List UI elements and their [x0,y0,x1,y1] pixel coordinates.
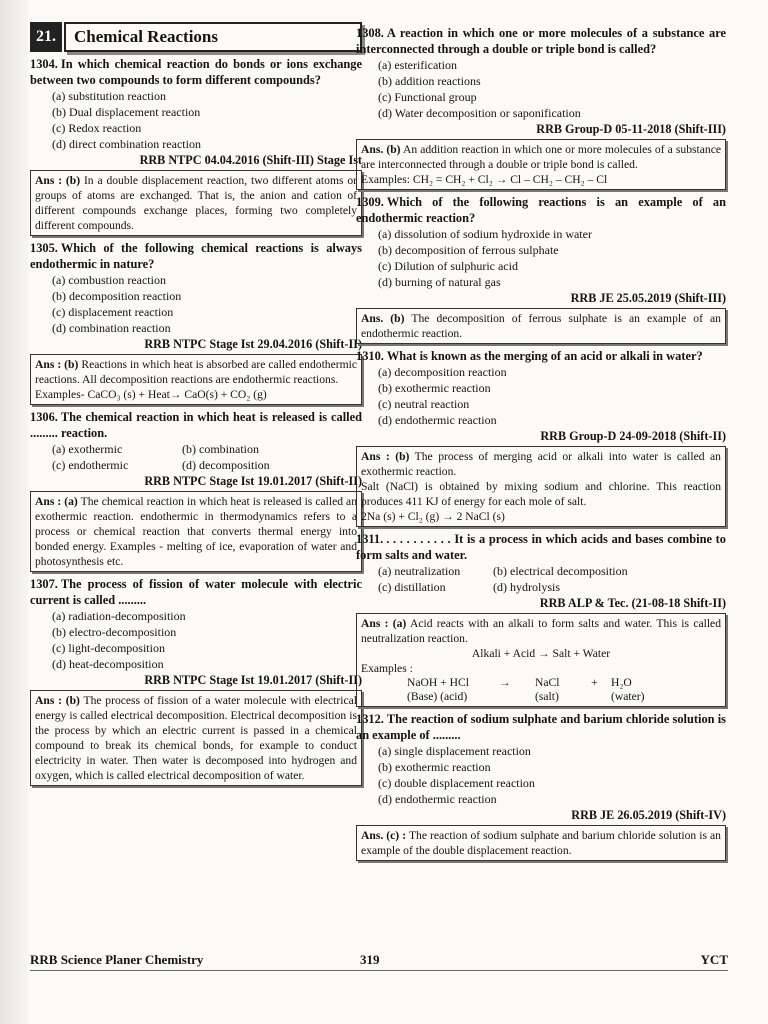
option: (c) neutral reaction [378,397,470,411]
answer-box-1305 [30,354,362,405]
table-cell: (salt) [535,690,559,703]
option: (d) heat-decomposition [52,657,164,671]
option: (c) Redox reaction [52,121,142,135]
publisher-name: YCT [700,952,728,967]
option: (d) endothermic reaction [378,792,497,806]
question-text: In which chemical reaction do bonds or ions exchange between two compounds to form different compounds? [30,57,362,87]
option: (b) exothermic reaction [378,381,491,395]
option: (b) electrical decomposition [493,564,628,578]
option: (b) exothermic reaction [378,760,491,774]
exam-source: RRB Group-D 24-09-2018 (Shift-II) [540,429,726,443]
answer-box-1309 [356,308,726,344]
question-text: The process of fission of water molecule with electric current is called ......... [30,577,362,607]
option: (a) dissolution of sodium hydroxide in water [378,227,592,241]
question-number: 1304. [30,57,58,71]
answer-extra: Salt (NaCl) is obtained by mixing sodium and chlorine. This reaction produces 411 KJ of energy for each mole of salt. [361,480,721,508]
option: (d) combination reaction [52,321,171,335]
chapter-title: Chemical Reactions [64,22,362,52]
options-1308 [356,57,726,121]
option: (a) single displacement reaction [378,744,531,758]
answer-text: Reactions in which heat is absorbed are called endothermic reactions. All decomposition reactions are endothermic reactions. [35,358,357,386]
exam-source: RRB JE 26.05.2019 (Shift-IV) [571,808,726,822]
question-1307 [30,576,362,608]
exam-source: RRB NTPC 04.04.2016 (Shift-III) Stage Ist [139,153,362,167]
answer-label: Ans. (c) : [361,829,407,842]
question-number: 1312. [356,712,384,726]
question-1304 [30,56,362,88]
options-1312 [356,743,726,807]
option: (b) Dual displacement reaction [52,105,201,119]
question-1309 [356,194,726,226]
question-text: The reaction of sodium sulphate and barium chloride solution is an example of ......... [356,712,726,742]
option: (b) decomposition of ferrous sulphate [378,243,559,257]
exam-source: RRB NTPC Stage Ist 19.01.2017 (Shift-II) [144,673,362,687]
answer-text: The decomposition of ferrous sulphate is an example of an endothermic reaction. [361,312,721,340]
question-number: 1307. [30,577,58,591]
table-cell: → [499,676,511,689]
option: (c) double displacement reaction [378,776,535,790]
option: (c) Dilution of sulphuric acid [378,259,518,273]
example-equation: Examples- CaCO₃ (s) + Heat→ CaO(s) + CO₂ (g) [35,388,267,401]
chapter-number: 21. [30,22,62,52]
options-1305 [30,272,362,336]
option: (a) decomposition reaction [378,365,507,379]
question-number: 1311. [356,532,384,546]
answer-label: Ans : (b) [35,694,80,707]
option: (a) exothermic [52,442,123,456]
chapter-header [30,22,362,52]
table-cell: + [591,676,598,689]
question-text: Which of the following reactions is an example of an endothermic reaction? [356,195,726,225]
word-equation: Alkali + Acid → Salt + Water [471,647,611,660]
book-title: RRB Science Planer Chemistry [30,952,204,967]
page-gutter [0,0,28,1024]
example-equation: 2Na (s) + Cl₂ (g) → 2 NaCl (s) [361,510,505,523]
question-text: The chemical reaction in which heat is released is called ......... reaction. [30,410,362,440]
option: (c) light-decomposition [52,641,165,655]
option: (d) Water decomposition or saponification [378,106,581,120]
answer-box-1307 [30,690,362,786]
answer-text: The process of merging acid or alkali into water is called an exothermic reaction. [361,450,721,478]
options-1310 [356,364,726,428]
option: (a) substitution reaction [52,89,166,103]
table-cell [591,690,611,704]
option: (d) direct combination reaction [52,137,201,151]
answer-box-1311 [356,613,726,707]
question-number: 1309. [356,195,384,209]
exam-source: RRB NTPC Stage Ist 19.01.2017 (Shift-II) [144,474,362,488]
option: (c) displacement reaction [52,305,174,319]
question-1311 [356,531,726,563]
answer-text: An addition reaction in which one or more molecules of a substance are interconnected through a double or triple bond is called. [361,143,721,171]
page-number: 319 [360,952,380,967]
answer-label: Ans. (b) [361,143,401,156]
question-text: Which of the following chemical reactions is always endothermic in nature? [30,241,362,271]
answer-text: The process of fission of a water molecule with electrical energy is called electrical decomposition. Electrical decomposition is the process by which an electric current is passed in a chemical compound to break its chemical bonds, for example to conduct electricity in water. Then water is decomposed into hydrogen and oxygen, which is called electrical decomposition of water. [35,694,357,782]
answer-text: In a double displacement reaction, two different atoms or groups of atoms are exchanged. That is, the anion and cation of different compounds exchange places, forming two completely different compounds. [35,174,357,232]
option: (d) endothermic reaction [378,413,497,427]
table-cell: (water) [611,690,645,703]
answer-box-1312 [356,825,726,861]
page-footer [30,952,728,972]
answer-text: The chemical reaction in which heat is released is called an exothermic reaction. endothermic in thermodynamics refers to a process or chemical reaction that converts thermal energy into bonded energy. Examples - melting of ice, evaporation of water and photosynthesis etc. [35,495,358,568]
exam-source: RRB NTPC Stage Ist 29.04.2016 (Shift-II) [144,337,362,351]
option: (a) combustion reaction [52,273,166,287]
example-reaction-table [361,676,721,704]
answer-label: Ans : (a) [361,617,407,630]
option: (a) radiation-decomposition [52,609,186,623]
exam-source: RRB ALP & Tec. (21-08-18 Shift-II) [539,596,726,610]
question-1306 [30,409,362,441]
answer-label: Ans : (b) [361,450,410,463]
question-number: 1306. [30,410,58,424]
option: (c) Functional group [378,90,477,104]
table-cell: (Base) (acid) [407,690,468,703]
option: (c) distillation [378,580,446,594]
question-1308 [356,25,726,57]
question-number: 1308. [356,26,384,40]
question-1310 [356,348,726,364]
answer-label: Ans : (b) [35,174,81,187]
answer-box-1306 [30,491,362,572]
exam-source: RRB Group-D 05-11-2018 (Shift-III) [536,122,726,136]
book-page [28,0,768,1024]
option: (b) electro-decomposition [52,625,177,639]
table-cell: NaCl [535,676,560,689]
option: (a) esterification [378,58,457,72]
question-number: 1305. [30,241,58,255]
answer-box-1308 [356,139,726,190]
options-row [30,457,362,473]
table-cell [499,690,535,704]
answer-text: The reaction of sodium sulphate and barium chloride solution is an example of the double displacement reaction. [361,829,721,857]
answer-label: Ans : (a) [35,495,78,508]
left-column [30,22,362,790]
option: (d) decomposition [182,458,270,472]
footer-rule [30,970,728,971]
exam-source: RRB JE 25.05.2019 (Shift-III) [570,291,726,305]
question-1305 [30,240,362,272]
options-row [30,441,362,457]
option: (b) addition reactions [378,74,481,88]
question-text: A reaction in which one or more molecules of a substance are interconnected through a double or triple bond is called? [356,26,726,56]
table-cell: NaOH + HCl [407,676,469,689]
question-number: 1310. [356,349,384,363]
answer-text: Acid reacts with an alkali to form salts and water. This is called neutralization reaction. [361,617,721,645]
option: (d) burning of natural gas [378,275,501,289]
question-1312 [356,711,726,743]
options-row [356,563,726,579]
table-cell: H₂O [611,676,632,689]
option: (a) neutralization [378,564,461,578]
examples-label: Examples : [361,662,413,675]
example-equation: Examples: CH₂ = CH₂ + Cl₂ → Cl – CH₂ – CH₂ – Cl [361,173,608,186]
options-1309 [356,226,726,290]
option: (b) decomposition reaction [52,289,182,303]
question-text: . . . . . . . . . . It is a process in which acids and bases combine to form salts and water. [356,532,726,562]
options-1304 [30,88,362,152]
option: (d) hydrolysis [493,580,560,594]
right-column [356,22,726,865]
options-row [356,579,726,595]
answer-box-1310 [356,446,726,527]
option: (c) endothermic [52,458,129,472]
answer-label: Ans : (b) [35,358,79,371]
options-1307 [30,608,362,672]
answer-label: Ans. (b) [361,312,405,325]
question-text: What is known as the merging of an acid or alkali in water? [386,349,703,363]
option: (b) combination [182,442,259,456]
answer-box-1304 [30,170,362,236]
